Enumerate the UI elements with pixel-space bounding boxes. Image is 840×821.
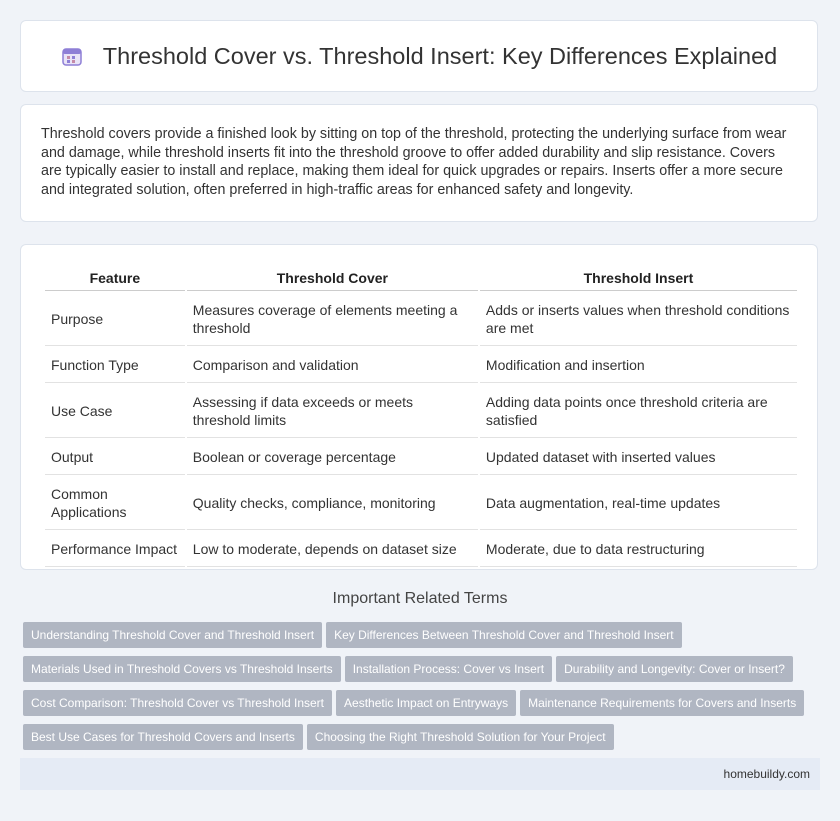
table-cell: Adding data points once threshold criteria are satisfied	[480, 385, 797, 438]
related-term-tag[interactable]: Understanding Threshold Cover and Threshold Insert	[23, 622, 322, 648]
column-header: Threshold Insert	[480, 265, 797, 291]
comparison-table-card	[20, 244, 818, 570]
related-term-tag[interactable]: Best Use Cases for Threshold Covers and Inserts	[23, 724, 303, 750]
column-header: Feature	[45, 265, 185, 291]
intro-card	[20, 104, 818, 222]
table-cell: Moderate, due to data restructuring	[480, 532, 797, 567]
table-cell: Comparison and validation	[187, 348, 478, 383]
calendar-icon	[61, 45, 83, 67]
table-cell: Common Applications	[45, 477, 185, 530]
related-term-tag[interactable]: Choosing the Right Threshold Solution for Your Project	[307, 724, 614, 750]
table-cell: Use Case	[45, 385, 185, 438]
page-title: Threshold Cover vs. Threshold Insert: Key Differences Explained	[102, 42, 778, 69]
table-cell: Purpose	[45, 293, 185, 346]
related-term-tag[interactable]: Maintenance Requirements for Covers and Inserts	[520, 690, 804, 716]
related-term-tag[interactable]: Key Differences Between Threshold Cover and Threshold Insert	[326, 622, 682, 648]
related-terms-tags	[23, 622, 823, 758]
table-cell: Output	[45, 440, 185, 475]
table-cell: Modification and insertion	[480, 348, 797, 383]
table-row	[45, 532, 797, 567]
related-term-tag[interactable]: Installation Process: Cover vs Insert	[345, 656, 552, 682]
footer	[20, 758, 820, 790]
table-row	[45, 293, 797, 346]
table-cell: Function Type	[45, 348, 185, 383]
table-row	[45, 440, 797, 475]
table-row	[45, 348, 797, 383]
table-cell: Performance Impact	[45, 532, 185, 567]
table-cell: Data augmentation, real-time updates	[480, 477, 797, 530]
table-cell: Boolean or coverage percentage	[187, 440, 478, 475]
table-row	[45, 477, 797, 530]
table-row	[45, 385, 797, 438]
table-cell: Quality checks, compliance, monitoring	[187, 477, 478, 530]
related-term-tag[interactable]: Materials Used in Threshold Covers vs Threshold Inserts	[23, 656, 341, 682]
footer-site[interactable]: homebuildy.com	[723, 767, 810, 781]
related-terms-title: Important Related Terms	[332, 590, 508, 607]
title-card	[20, 20, 818, 92]
table-header-row	[45, 265, 797, 291]
comparison-table	[43, 263, 799, 569]
related-term-tag[interactable]: Cost Comparison: Threshold Cover vs Threshold Insert	[23, 690, 332, 716]
table-cell: Adds or inserts values when threshold conditions are met	[480, 293, 797, 346]
related-term-tag[interactable]: Aesthetic Impact on Entryways	[336, 690, 516, 716]
column-header: Threshold Cover	[187, 265, 478, 291]
related-term-tag[interactable]: Durability and Longevity: Cover or Insert?	[556, 656, 793, 682]
intro-text: Threshold covers provide a finished look by sitting on top of the threshold, protecting the underlying surface from wear and damage, while threshold inserts fit into the threshold groove to offer added durability and slip resistance. Covers are typically easier to install and replace, making them ideal for quick upgrades or repairs. Inserts offer a more secure and integrated solution, often preferred in high-traffic areas for enhanced safety and longevity.	[41, 126, 787, 198]
table-cell: Assessing if data exceeds or meets threshold limits	[187, 385, 478, 438]
table-cell: Low to moderate, depends on dataset size	[187, 532, 478, 567]
table-cell: Updated dataset with inserted values	[480, 440, 797, 475]
table-cell: Measures coverage of elements meeting a threshold	[187, 293, 478, 346]
